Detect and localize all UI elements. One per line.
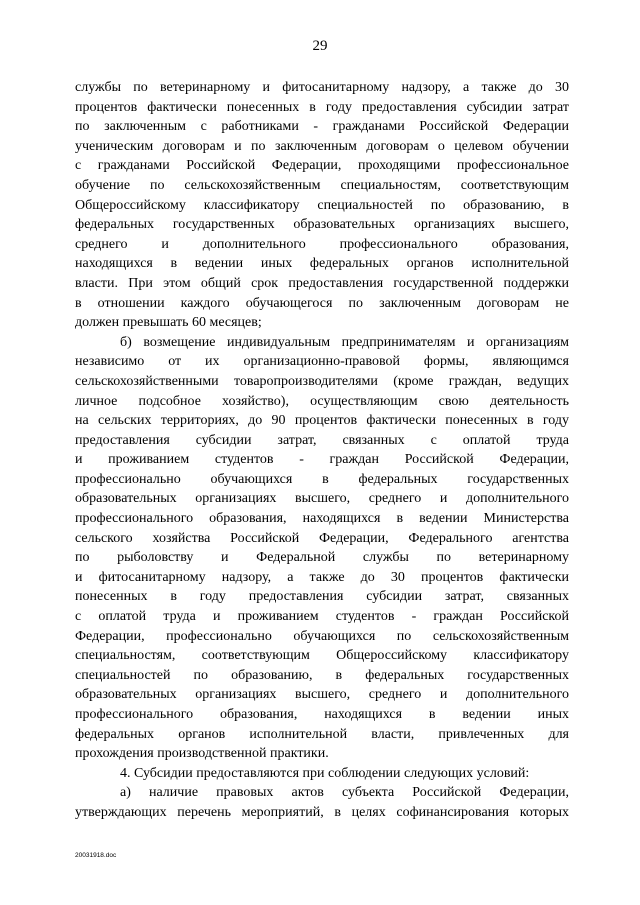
text-line: власти. При этом общий срок предоставления государственной поддержки [75,275,569,291]
paragraph-start-line: а) наличие правовых актов субъекта Российской Федерации, [120,785,569,801]
text-line: процентов фактически понесенных в году предоставления субсидии затрат [75,99,569,115]
text-line: Общероссийскому классификатору специальностей по образованию, в [75,197,569,213]
text-line: по рыболовству и Федеральной службы по ветеринарному [75,550,569,566]
text-line: профессионального образования, находящихся в ведении иных [75,707,569,722]
paragraph-end-line: должен превышать 60 месяцев; [75,315,262,331]
page-number: 29 [312,38,328,54]
text-line: образовательных организациях высшего, среднего и дополнительного [75,491,569,507]
text-line: сельского хозяйства Российской Федерации, Федерального агентства [75,530,569,546]
text-line: в отношении каждого обучающегося по заключенным договорам не [75,295,569,311]
text-line: специальностям, соответствующим Общероссийскому классификатору [75,648,569,664]
text-line: службы по ветеринарному и фитосанитарному надзору, а также до 30 [75,80,569,95]
text-line: по заключенным с работниками - гражданами Российской Федерации [75,119,569,135]
text-line: образовательных организациях высшего, среднего и дополнительного [75,687,569,703]
text-line: и фитосанитарному надзору, а также до 30 процентов фактически [75,569,569,585]
footer-filename: 20031918.doc [75,852,117,859]
paragraph-start-line: 4. Субсидии предоставляются при соблюдении следующих условий: [120,765,530,781]
text-line: с оплатой труда и проживанием студентов - граждан Российской [75,609,569,625]
text-line: федеральных органов исполнительной власти, привлеченных для [75,726,569,742]
text-line: утверждающих перечень мероприятий, в целях софинансирования которых [75,804,569,820]
text-line: профессионального образования, находящихся в ведении Министерства [75,511,569,527]
document-body [75,78,569,823]
text-line: понесенных в году предоставления субсидии затрат, связанных [75,589,569,605]
text-line: профессионально обучающихся в федеральных государственных [75,471,569,487]
text-line: с гражданами Российской Федерации, проходящими профессиональное [75,158,569,174]
text-line: среднего и дополнительного профессионального образования, [75,236,569,252]
text-line: предоставления субсидии затрат, связанных с оплатой труда [75,432,569,448]
text-line: специальностей по образованию, в федеральных государственных [75,667,569,683]
text-line: на сельских территориях, до 90 процентов фактически понесенных в году [75,413,569,429]
paragraph-start-line: б) возмещение индивидуальным предпринимателям и организациям [120,334,569,350]
text-line: федеральных государственных образовательных организациях высшего, [75,217,569,233]
text-line: личное подсобное хозяйство), осуществляющим свою деятельность [75,393,569,409]
text-line: и проживанием студентов - граждан Российской Федерации, [75,452,569,468]
text-line: ученическим договорам и по заключенным договорам о целевом обучении [75,138,569,154]
text-line: обучение по сельскохозяйственным специальностям, соответствующим [75,177,569,193]
text-line: Федерации, профессионально обучающихся по сельскохозяйственным [75,628,569,644]
text-line: находящихся в ведении иных федеральных органов исполнительной [75,256,569,272]
text-line: сельскохозяйственными товаропроизводителями (кроме граждан, ведущих [75,373,569,389]
text-line: независимо от их организационно-правовой формы, являющимся [75,354,569,370]
paragraph-end-line: прохождения производственной практики. [75,746,329,762]
